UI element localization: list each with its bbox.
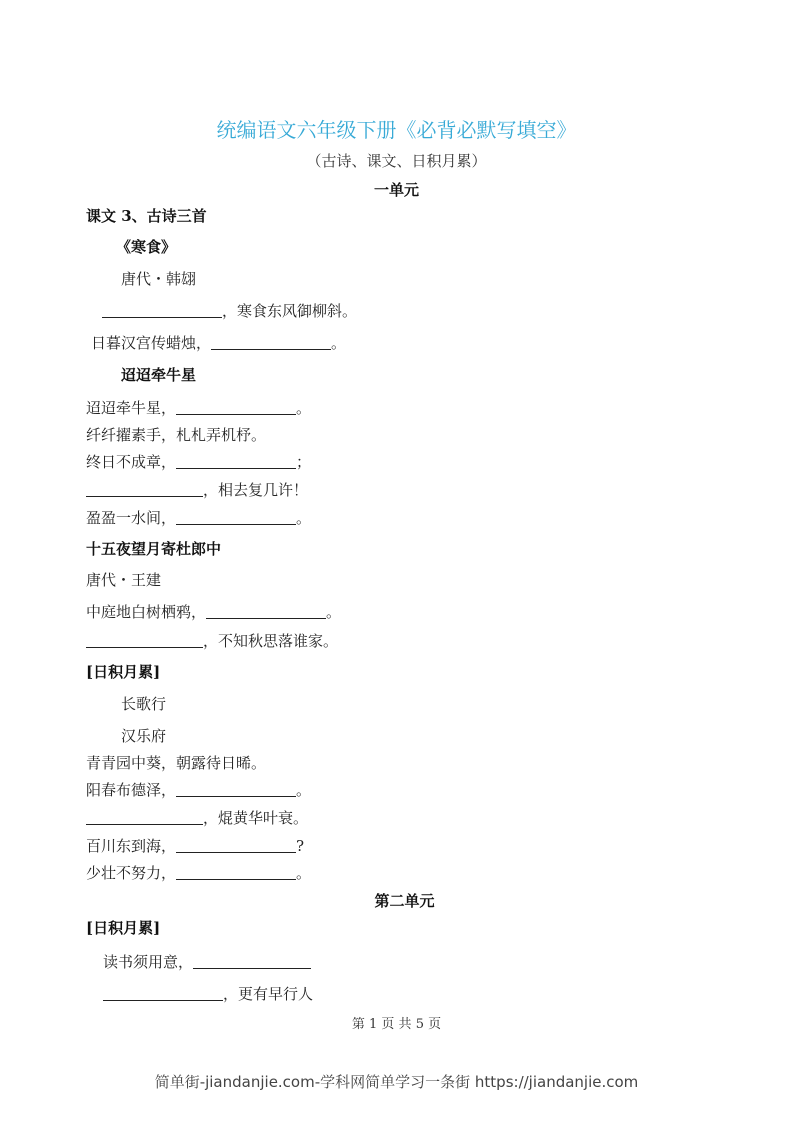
- fill-blank[interactable]: [86, 482, 203, 497]
- poem-line: 日暮汉宫传蜡烛， 。: [91, 334, 347, 352]
- poem-line: ，焜黄华叶衰。: [86, 807, 308, 829]
- poem-line: 中庭地白树栖鸦， 。: [86, 603, 342, 621]
- lesson-heading: 课文 3、古诗三首: [86, 207, 207, 225]
- page-number: 第 1 页 共 5 页: [351, 1017, 442, 1032]
- poem-line: 盈盈一水间， 。: [86, 509, 312, 527]
- poem-line: 少壮不努力， 。: [86, 864, 312, 882]
- riji-poem-title: 长歌行: [121, 695, 167, 713]
- unit-heading-1: 一单元: [373, 181, 419, 199]
- poem-line: 迢迢牵牛星， 。: [86, 399, 312, 417]
- fill-blank[interactable]: [211, 335, 331, 350]
- poem-line: 百川东到海， ?: [86, 837, 305, 855]
- riji-heading-1: [日积月累]: [86, 663, 161, 681]
- fill-blank[interactable]: [193, 954, 311, 969]
- site-footer: 简单街-jiandanjie.com-学科网简单学习一条街 https://jiandanjie.com: [154, 1073, 639, 1091]
- poem-line: 青青园中葵，朝露待日晞。: [86, 754, 267, 772]
- riji-heading-2: [日积月累]: [86, 919, 161, 937]
- poem-line: 纤纤擢素手，札札弄机杼。: [86, 426, 267, 444]
- fill-blank[interactable]: [86, 810, 203, 825]
- poem-line: ，寒食东风御柳斜。: [102, 300, 357, 322]
- poem-title-hanshi: 《寒食》: [116, 238, 177, 256]
- poem-line: ，更有早行人: [103, 983, 313, 1005]
- poem-author-hanshi: 唐代・韩翃: [121, 270, 197, 288]
- fill-blank[interactable]: [176, 838, 296, 853]
- fill-blank[interactable]: [103, 986, 223, 1001]
- fill-blank[interactable]: [176, 454, 296, 469]
- fill-blank[interactable]: [86, 633, 203, 648]
- poem-author-shiwuye: 唐代・王建: [86, 571, 162, 589]
- poem-line: ，不知秋思落谁家。: [86, 630, 338, 652]
- fill-blank[interactable]: [176, 510, 296, 525]
- riji-poem-author: 汉乐府: [121, 727, 167, 745]
- poem-line: 阳春布德泽， 。: [86, 781, 312, 799]
- document-subtitle: （古诗、课文、日积月累）: [306, 152, 487, 170]
- fill-blank[interactable]: [206, 604, 326, 619]
- poem-line: 读书须用意，: [103, 951, 311, 973]
- poem-line: ，相去复几许！: [86, 479, 308, 501]
- document-title: 统编语文六年级下册《必背必默写填空》: [216, 118, 577, 142]
- fill-blank[interactable]: [176, 782, 296, 797]
- poem-line: 终日不成章， ；: [86, 453, 312, 471]
- poem-title-tiaotiao: 迢迢牵牛星: [121, 366, 197, 384]
- unit-heading-2: 第二单元: [374, 892, 435, 910]
- fill-blank[interactable]: [176, 400, 296, 415]
- poem-title-shiwuye: 十五夜望月寄杜郎中: [86, 540, 222, 558]
- fill-blank[interactable]: [102, 303, 222, 318]
- fill-blank[interactable]: [176, 865, 296, 880]
